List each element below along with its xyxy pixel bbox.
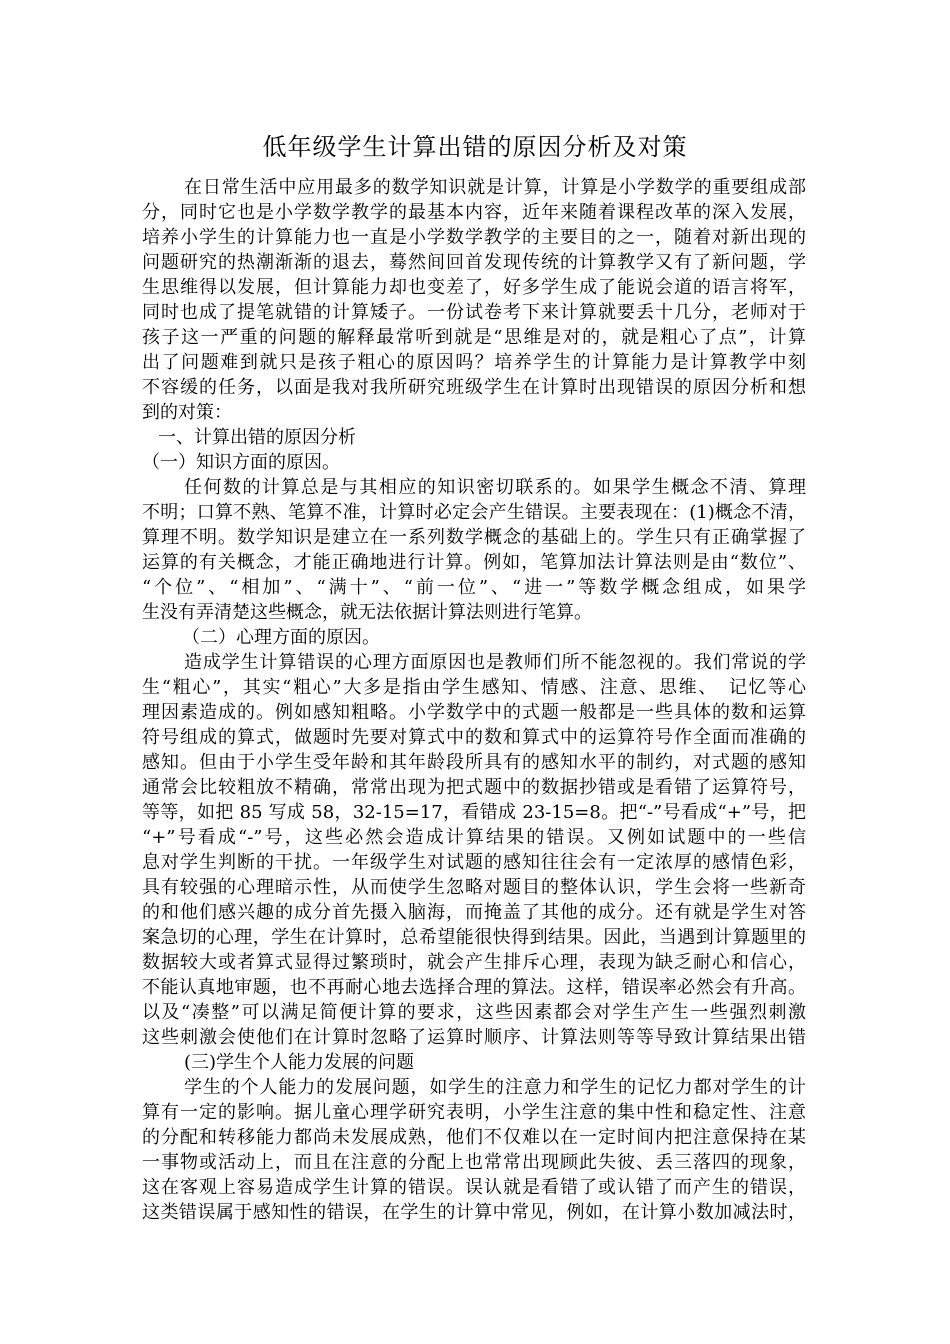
- body-line-6: 同时也成了提笔就错的计算矮子。一份试卷考下来计算就要丢十几分，老师对于: [142, 302, 806, 323]
- body-line-18: 生没有弄清楚这些概念，就无法依据计算法则进行笔算。: [142, 602, 592, 623]
- subsection-heading-1: （一）知识方面的原因。: [142, 452, 340, 473]
- body-line-14: 不明；口算不熟、笔算不准，计算时必定会产生错误。主要表现在：(1)概念不清，: [142, 502, 806, 523]
- body-line-1: 在日常生活中应用最多的数学知识就是计算，计算是小学数学的重要组成部: [184, 177, 806, 198]
- body-line-5: 生思维得以发展，但计算能力却也变差了，好多学生成了能说会道的语言将军，: [142, 277, 806, 298]
- body-line-34: 以及“凑整”可以满足简便计算的要求，这些因素都会对学生产生一些强烈刺激: [142, 1002, 806, 1023]
- body-line-8: 出了问题难到就只是孩子粗心的原因吗？培养学生的计算能力是计算教学中刻: [142, 352, 806, 373]
- body-line-29: 具有较强的心理暗示性，从而使学生忽略对题目的整体认识，学生会将一些新奇: [142, 877, 806, 898]
- body-line-37: 学生的个人能力的发展问题，如学生的注意力和学生的记忆力都对学生的计: [184, 1077, 806, 1098]
- body-line-41: 这在客观上容易造成学生计算的错误。误认就是看错了或认错了而产生的错误，: [142, 1177, 806, 1198]
- body-line-13: 任何数的计算总是与其相应的知识密切联系的。如果学生概念不清、算理: [184, 477, 806, 498]
- body-line-40: 一事物或活动上，而且在注意的分配上也常常出现顾此失彼、丢三落四的现象，: [142, 1152, 806, 1173]
- subsection-heading-2: （二）心理方面的原因。: [182, 627, 380, 648]
- body-line-24: 感知。但由于小学生受年龄和其年龄段所具有的感知水平的制约，对式题的感知: [142, 752, 806, 773]
- body-line-31: 案急切的心理，学生在计算时，总希望能很快得到结果。因此，当遇到计算题里的: [142, 927, 806, 948]
- body-line-2: 分，同时它也是小学数学教学的最基本内容，近年来随着课程改革的深入发展，: [142, 202, 806, 223]
- body-line-22: 理因素造成的。例如感知粗略。小学数学中的式题一般都是一些具体的数和运算: [142, 702, 806, 723]
- body-line-9: 不容缓的任务，以面是我对我所研究班级学生在计算时出现错误的原因分析和想: [142, 377, 806, 398]
- body-line-39: 的分配和转移能力都尚未发展成熟，他们不仅难以在一定时间内把注意保持在某: [142, 1127, 806, 1148]
- body-line-17: “个位”、“相加”、“满十”、“前一位”、“进一”等数学概念组成，如果学: [142, 577, 806, 598]
- body-line-16: 运算的有关概念，才能正确地进行计算。例如，笔算加法计算法则是由“数位”、: [142, 552, 806, 573]
- body-line-26: 等等，如把 85 写成 58，32-15=17，看错成 23-15=8。把“-”号看成“+”号，把: [142, 802, 806, 823]
- body-line-35: 这些刺激会使他们在计算时忽略了运算时顺序、计算法则等等导致计算结果出错: [142, 1027, 806, 1048]
- body-line-10: 到的对策：: [142, 402, 232, 423]
- body-line-21: 生“粗心”，其实“粗心”大多是指由学生感知、情感、注意、思维、 记忆等心: [142, 677, 806, 698]
- body-line-25: 通常会比较粗放不精确，常常出现为把式题中的数据抄错或是看错了运算符号，: [142, 777, 806, 798]
- body-line-30: 的和他们感兴趣的成分首先摄入脑海，而掩盖了其他的成分。还有就是学生对答: [142, 902, 806, 923]
- body-line-42: 这类错误属于感知性的错误，在学生的计算中常见，例如，在计算小数加减法时，: [142, 1202, 806, 1223]
- body-line-32: 数据较大或者算式显得过繁琐时，就会产生排斥心理，表现为缺乏耐心和信心，: [142, 952, 806, 973]
- body-line-4: 问题研究的热潮渐渐的退去，蓦然间回首发现传统的计算教学又有了新问题，学: [142, 252, 806, 273]
- subsection-heading-3: (三)学生个人能力发展的问题: [184, 1052, 415, 1073]
- document-title: 低年级学生计算出错的原因分析及对策: [262, 133, 688, 161]
- section-heading-1: 一、计算出错的原因分析: [158, 427, 356, 448]
- body-line-7: 孩子这一严重的问题的解释最常听到就是“思维是对的，就是粗心了点”，计算: [142, 327, 806, 348]
- body-line-20: 造成学生计算错误的心理方面原因也是教师们所不能忽视的。我们常说的学: [184, 652, 806, 673]
- body-line-3: 培养小学生的计算能力也一直是小学数学教学的主要目的之一，随着对新出现的: [142, 227, 806, 248]
- body-line-33: 不能认真地审题，也不再耐心地去选择合理的算法。这样，错误率必然会有升高。: [142, 977, 806, 998]
- body-line-15: 算理不明。数学知识是建立在一系列数学概念的基础上的。学生只有正确掌握了: [142, 527, 806, 548]
- body-line-27: “+”号看成“-”号，这些必然会造成计算结果的错误。又例如试题中的一些信: [142, 827, 806, 848]
- body-line-28: 息对学生判断的干扰。一年级学生对试题的感知往往会有一定浓厚的感情色彩，: [142, 852, 806, 873]
- body-line-38: 算有一定的影响。据儿童心理学研究表明，小学生注意的集中性和稳定性、注意: [142, 1102, 806, 1123]
- body-line-23: 符号组成的算式，做题时先要对算式中的数和算式中的运算符号作全面而准确的: [142, 727, 806, 748]
